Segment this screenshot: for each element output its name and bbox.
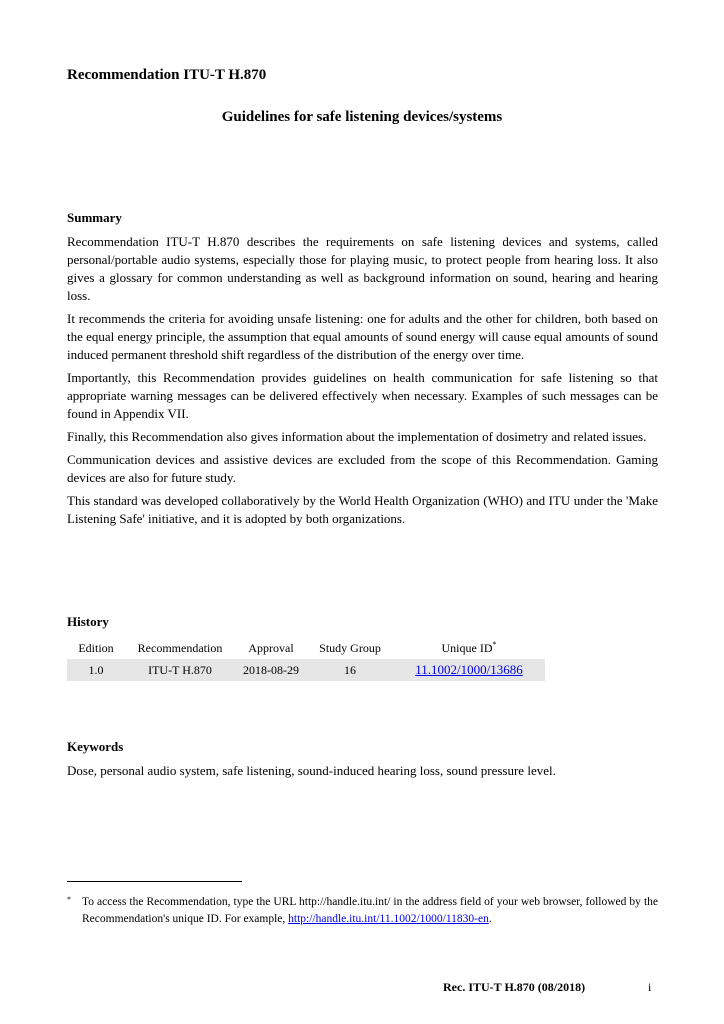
footnote-body: [82, 894, 658, 928]
cell-recommendation: ITU-T H.870: [125, 659, 235, 681]
column-header-edition: Edition: [78, 640, 114, 655]
unique-id-header-label: Unique ID: [441, 640, 493, 655]
page-number: i: [648, 980, 652, 994]
footnote-marker: *: [492, 639, 497, 649]
summary-heading: Summary: [67, 210, 122, 225]
footnote: [67, 894, 658, 928]
table-header-row: [67, 637, 545, 659]
summary-paragraph: This standard was developed collaboratively by the World Health Organization (WHO) and ITU under the 'Make Listening Safe' initiative, and it is adopted by both organizations.: [67, 493, 658, 526]
keywords-text: Dose, personal audio system, safe listening, sound-induced hearing loss, sound pressure level.: [67, 763, 556, 778]
keywords-heading: Keywords: [67, 739, 124, 754]
footnote-marker: *: [67, 895, 71, 904]
cell-study-group: 16: [307, 659, 393, 681]
summary-paragraph: Finally, this Recommendation also gives information about the implementation of dosimetry and related issues.: [67, 429, 647, 444]
summary-paragraph: Recommendation ITU-T H.870 describes the requirements on safe listening devices and systems, called personal/portable audio systems, especially those for playing music, to protect people from hearing loss. It also gives a glossary for common understanding as well as background information on sound, hearing and hearing loss.: [67, 234, 658, 303]
history-table: [67, 637, 545, 681]
unique-id-link[interactable]: 11.1002/1000/13686: [415, 662, 523, 677]
document-subtitle: Guidelines for safe listening devices/systems: [221, 109, 503, 125]
table-row: [67, 659, 545, 681]
footnote-text-end: .: [488, 913, 492, 925]
summary-paragraph: Communication devices and assistive devices are excluded from the scope of this Recommendation. Gaming devices are also for future study.: [67, 452, 658, 485]
footnote-divider: [67, 881, 242, 882]
history-heading: History: [67, 614, 109, 629]
document-title: Recommendation ITU-T H.870: [67, 67, 267, 83]
cell-approval: 2018-08-29: [235, 659, 307, 681]
footnote-text: To access the Recommendation, type the URL http://handle.itu.int/ in the address field of your web browser, followed by the Recommendation's unique ID. For example,: [82, 896, 658, 925]
column-header-study-group: Study Group: [319, 640, 381, 655]
cell-unique-id: [393, 659, 545, 681]
footer-reference: Rec. ITU-T H.870 (08/2018): [443, 980, 586, 994]
summary-paragraph: It recommends the criteria for avoiding unsafe listening: one for adults and the other for children, both based on the equal energy principle, the assumption that equal amounts of sound energy will cause equal amounts of sound induced permanent threshold shift regardless of the distribution of the energy over time.: [67, 311, 658, 362]
summary-paragraph: Importantly, this Recommendation provides guidelines on health communication for safe listening so that appropriate warning messages can be delivered effectively when necessary. Examples of such messages can be found in Appendix VII.: [67, 370, 658, 421]
summary-body: [67, 233, 658, 533]
column-header-approval: Approval: [248, 640, 294, 655]
cell-edition: 1.0: [67, 659, 125, 681]
column-header-unique-id: [393, 637, 545, 659]
footnote-link[interactable]: http://handle.itu.int/11.1002/1000/11830-en: [288, 913, 489, 925]
column-header-recommendation: Recommendation: [137, 640, 223, 655]
